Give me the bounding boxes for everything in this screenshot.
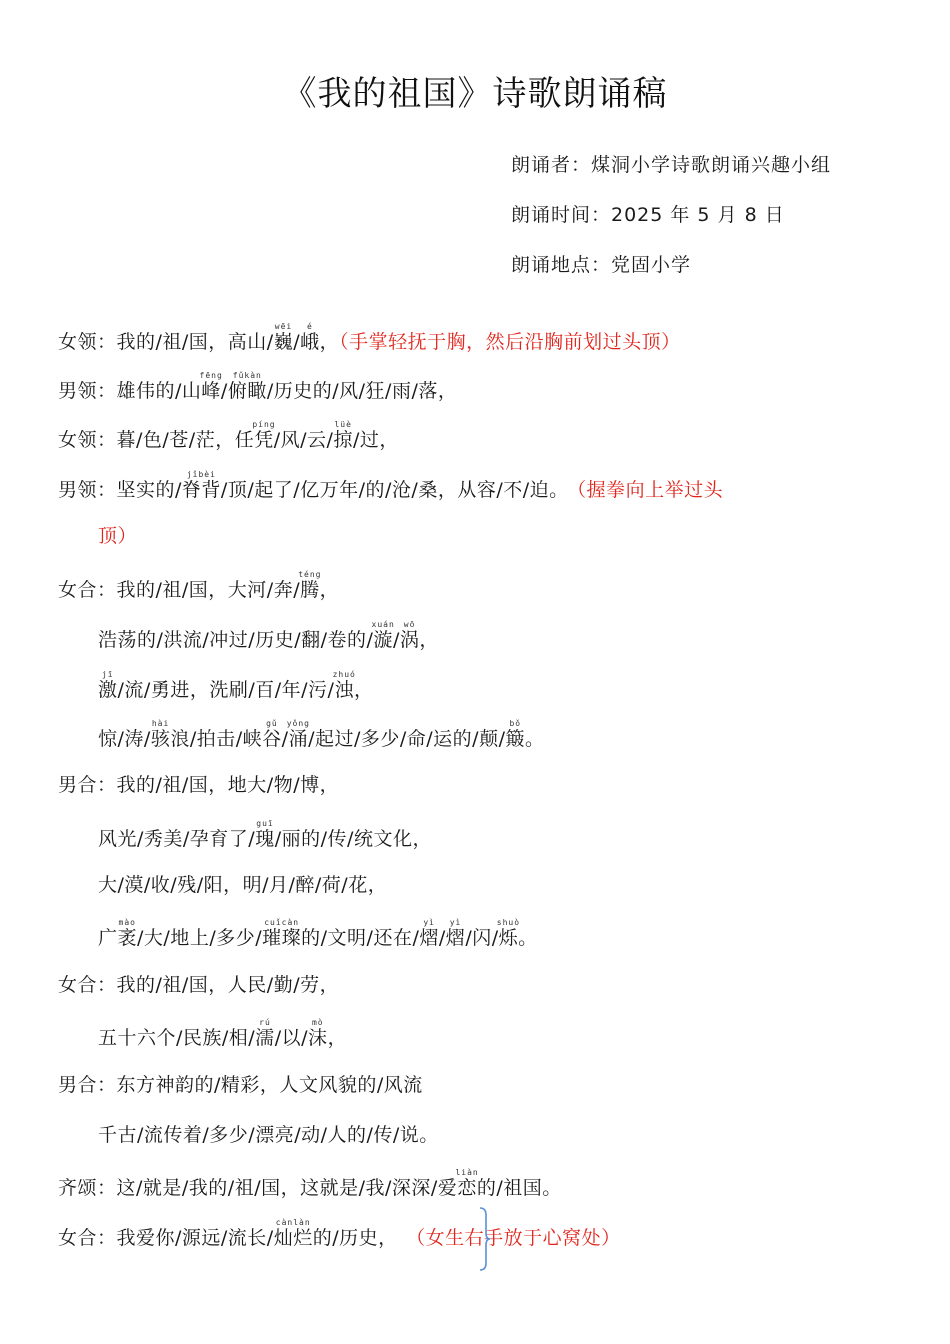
poem-line: 千古/流传着/多少/漂亮/动/人的/传/说。 [98, 1124, 439, 1146]
ruby-char: 骇hài [150, 719, 171, 750]
ruby-char: 俯瞰fǔkàn [227, 371, 267, 402]
ruby-char: 恋liàn [455, 1168, 479, 1199]
ruby-char: 峨é [300, 322, 320, 353]
poem-line: 男领：雄伟的/山峰fēng/俯瞰fǔkàn/历史的/风/狂/雨/落， [58, 371, 458, 402]
poem-line: 惊/涛/骇hài浪/拍击/峡谷gǔ/涌yǒng/起过/多少/命/运的/颠/簸bǒ。 [98, 719, 545, 750]
recital-place: 朗诵地点：党固小学 [511, 254, 692, 276]
poem-line: 女合：我的/祖/国，人民/勤/劳， [58, 974, 340, 996]
action-note: （女生右手放于心窝处） [415, 1227, 621, 1249]
ruby-char: 瑰guī [255, 819, 275, 850]
action-note: （握拳向上举过头 [576, 479, 724, 501]
ruby-char: 涡wō [399, 620, 420, 651]
ruby-char: 巍wēi [273, 322, 294, 353]
poem-line: 女合：我的/祖/国，大河/奔/腾téng， [58, 570, 340, 601]
ruby-char: 激jī [98, 670, 118, 701]
bracket-mark [478, 1207, 492, 1271]
action-note: 顶） [98, 525, 138, 547]
ruby-char: 掠lüè [333, 420, 353, 451]
recital-time: 朗诵时间：2025 年 5 月 8 日 [511, 204, 785, 226]
ruby-char: 璀璨cuǐcàn [262, 918, 302, 949]
poem-line: 浩荡的/洪流/冲过/历史/翻/卷的/漩xuán/涡wō， [98, 620, 439, 651]
poem-line: 广袤mào/大/地上/多少/璀璨cuǐcàn的/文明/还在/熠yì/熠yì/闪/烁shuò。 [98, 918, 538, 949]
ruby-char: 熠yì [445, 918, 466, 949]
poem-line: 男领：坚实的/脊背jǐbèi/顶/起了/亿万年/的/沧/桑，从容/不/迫。 （握拳向上举过头 [58, 470, 724, 501]
poem-line: 激jī/流/勇进，洗刷/百/年/污/浊zhuó， [98, 670, 374, 701]
page-title: 《我的祖国》诗歌朗诵稿 [282, 74, 668, 114]
ruby-char: 灿烂cànlàn [273, 1218, 313, 1249]
poem-line: 女领：我的/祖/国，高山/巍wēi/峨é，（手掌轻抚于胸，然后沿胸前划过头顶） [58, 322, 681, 353]
ruby-char: 涌yǒng [286, 719, 310, 750]
poem-line: 大/漠/收/残/阳，明/月/醉/荷/花， [98, 874, 388, 896]
poem-line: 女合：我爱你/源远/流长/灿烂cànlàn的/历史， （女生右手放于心窝处） [58, 1218, 621, 1249]
ruby-char: 沫mò [308, 1018, 328, 1049]
ruby-char: 脊背jǐbèi [181, 470, 221, 501]
ruby-char: 谷gǔ [262, 719, 282, 750]
ruby-char: 峰fēng [199, 371, 223, 402]
poem-line: 风光/秀美/孕育了/瑰guī/丽的/传/统文化， [98, 819, 432, 850]
poem-line [98, 521, 137, 548]
poem-line: 男合：我的/祖/国，地大/物/博， [58, 774, 340, 796]
ruby-char: 熠yì [419, 918, 439, 949]
ruby-char: 簸bǒ [505, 719, 526, 750]
line-text: 女领：我的/祖/国，高山/ [58, 331, 274, 353]
poem-line: 齐颂：这/就是/我的/祖/国，这就是/我/深深/爱恋liàn的/祖国。 [58, 1168, 562, 1199]
action-note: （手掌轻抚于胸，然后沿胸前划过头顶） [339, 331, 681, 353]
ruby-char: 凭píng [252, 420, 276, 451]
poem-line: 男合：东方神韵的/精彩，人文风貌的/风流 [58, 1074, 423, 1096]
ruby-char: 袤mào [117, 918, 138, 949]
poem-line: 五十六个/民族/相/濡rú/以/沫mò， [98, 1018, 348, 1049]
ruby-char: 濡rú [255, 1018, 275, 1049]
ruby-char: 烁shuò [496, 918, 521, 949]
poem-line: 女领：暮/色/苍/茫，任凭píng/风/云/掠lüè/过， [58, 420, 399, 451]
ruby-char: 腾téng [298, 570, 322, 601]
ruby-char: 浊zhuó [332, 670, 356, 701]
ruby-char: 漩xuán [371, 620, 395, 651]
reciter-info: 朗诵者：煤洞小学诗歌朗诵兴趣小组 [511, 154, 832, 176]
